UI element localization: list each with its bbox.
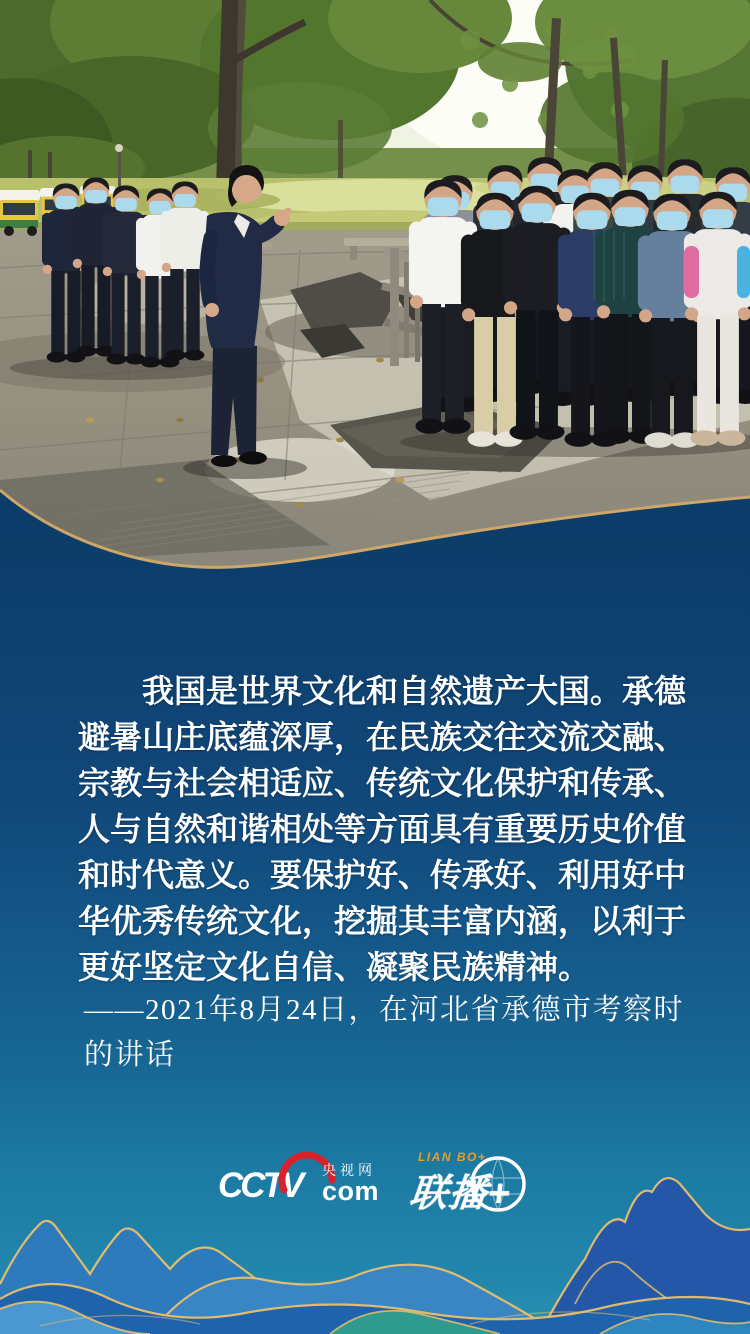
footer-logos <box>0 1148 750 1226</box>
attribution-line: 的讲话 <box>84 1039 176 1071</box>
cctv-site-name: 央视网 <box>322 1162 376 1178</box>
lianbo-wordmark: 联播+ <box>407 1173 513 1215</box>
quote-text <box>78 668 692 990</box>
cctv-com-logo <box>218 1156 398 1214</box>
lianbo-tagline: LIAN BO+ <box>418 1150 487 1164</box>
quote-line: 更好坚定文化自信、凝聚民族精神。 <box>78 949 591 985</box>
cctv-wordmark: CCTV <box>218 1166 302 1205</box>
lianbo-plus-logo <box>406 1148 556 1222</box>
quote-line: 我国是世界文化和自然遗产大国。承德 <box>142 673 687 709</box>
quote-line: 避暑山庄底蕴深厚，在民族交往交流交融、 <box>78 719 687 755</box>
quote-attribution <box>84 988 684 1078</box>
quote-line: 和时代意义。要保护好、传承好、利用好中 <box>78 857 687 893</box>
quote-line: 宗教与社会相适应、传统文化保护和传承、 <box>78 765 687 801</box>
quote-line: 华优秀传统文化，挖掘其丰富内涵，以利于 <box>78 903 687 939</box>
visit-photo <box>0 0 750 575</box>
attribution-line: ——2021年8月24日，在河北省承德市考察时 <box>84 994 685 1026</box>
quote-line: 人与自然和谐相处等方面具有重要历史价值 <box>78 811 687 847</box>
cctv-domain: com <box>322 1176 380 1206</box>
